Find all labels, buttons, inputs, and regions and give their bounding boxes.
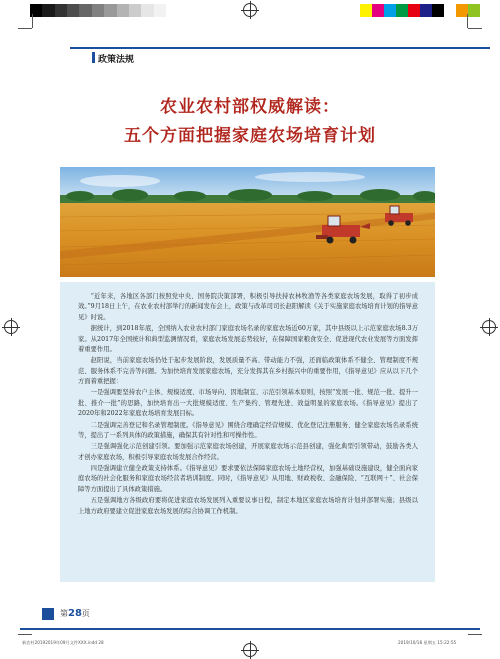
article-paragraph-1: “近年来，各地区各部门按照党中央、国务院决策部署，积极引导扶持农林牧渔等各类家庭农场发展，取得了初步成效。”9月18日上午，在农业农村部举行的新闻发布会上，政策与改革司司长赵阳解读《关于实施家庭农场培育计划的指导意见》时说。: [78, 293, 418, 321]
calibration-swatch: [360, 4, 372, 17]
calibration-swatch: [92, 4, 104, 17]
headline-line-2: 五个方面把握家庭农场培育计划: [124, 126, 376, 146]
section-label: 政策法规: [98, 55, 135, 65]
page-number-value: 28: [68, 608, 82, 619]
calibration-swatch: [104, 4, 116, 17]
calibration-swatch: [117, 4, 129, 17]
calibration-swatch: [420, 4, 432, 17]
article-paragraph-4: 一是强调要坚持农户主体、规模适度、市场导向、因地制宜、示范引领基本原则，按照“发展一批、规范一批、提升一批、推介一批”的思路，加快培育出一大批规模适度、生产集约、管理先进、效益明显的家庭农场。《指导意见》提出了2020年和2022年家庭农场培育发展目标。: [78, 389, 418, 418]
color-calibration-strip: [360, 4, 480, 17]
calibration-swatch: [42, 4, 54, 17]
calibration-swatch: [141, 4, 153, 17]
calibration-swatch: [396, 4, 408, 17]
calibration-swatch: [444, 4, 456, 17]
calibration-swatch: [384, 4, 396, 17]
file-info: 新农村20192019年09月文件XXX.indd 28: [22, 640, 104, 645]
header-rule: [70, 47, 490, 49]
crop-mark: [468, 634, 482, 635]
wheat-harvest-photo: [60, 167, 435, 277]
crop-mark: [32, 14, 33, 28]
crop-mark: [18, 28, 32, 29]
article-paragraph-8: 五是强调地方各级政府要将促进家庭农场发展列入重要议事日程，制定本地区家庭农场培育计划并部署实施；县级以上地方政府要建立促进家庭农场发展的综合协调工作机制。: [78, 497, 418, 515]
article-paragraph-5: 二是强调完善登记和名录管理制度。《指导意见》围绕合理确定经营规模、优化登记注册服务、健全家庭农场名录系统等，提出了一系列具体的政策措施，确保其有针对性和可操作性。: [78, 421, 418, 440]
page-prefix: 第: [60, 609, 68, 618]
article-paragraph-2: 据统计，到2018年底，全国纳入农业农村部门家庭农场名录的家庭农场近60万家，其中县级以上示范家庭农场8.3万家。从2017年全国统计和典型监测情况看，家庭农场发展态势较好，在保障国家粮食安全、促进现代农业发展等方面发挥着重要作用。: [78, 325, 418, 354]
page-marker: [42, 608, 54, 620]
calibration-swatch: [432, 4, 444, 17]
article-paragraph-3: 赵阳说，当前家庭农场仍处于起步发展阶段，发展质量不高、带动能力不强，还面临政策体系不健全、管理制度不规范、服务体系不完善等问题。为加快培育发展家庭农场，充分发挥其在乡村振兴中的重要作用，《指导意见》应从以下几个方面着重把握：: [78, 357, 418, 386]
page-number: [60, 608, 90, 619]
article-paragraph-6: 三是强调强化示范创建引领。要加强示范家庭农场创建，开展家庭农场示范县创建，强化典型引领带动，鼓励各类人才创办家庭农场，积极引导家庭农场发展合作经营。: [78, 443, 418, 461]
registration-mark-icon: [482, 320, 496, 334]
page-suffix: 页: [81, 609, 90, 618]
article-body: [78, 292, 418, 517]
section-marker: [92, 52, 95, 63]
footer-rule: [20, 628, 480, 630]
crop-mark: [18, 634, 32, 635]
calibration-swatch: [129, 4, 141, 17]
calibration-swatch: [372, 4, 384, 17]
headline-line-1: 农业农村部权威解读：: [160, 97, 340, 117]
article-paragraph-7: 四是强调建立健全政策支持体系。《指导意见》要求要依法保障家庭农场土地经营权，加强基础设施建设，健全面向家庭农场的社会化服务和家庭农场经营者培训制度。同时，《指导意见》从用地、财政税收、金融保险、“互联网＋”、社会保障等方面提出了具体政策措施。: [78, 465, 418, 493]
calibration-swatch: [468, 4, 480, 17]
calibration-swatch: [55, 4, 67, 17]
registration-mark-icon: [4, 320, 18, 334]
calibration-swatch: [67, 4, 79, 17]
print-date: 2019/10/18 星期五 15:22:55: [398, 640, 457, 645]
calibration-swatch: [408, 4, 420, 17]
crop-mark: [467, 14, 468, 28]
registration-mark-icon: [243, 643, 257, 657]
crop-mark: [468, 28, 482, 29]
calibration-swatch: [79, 4, 91, 17]
registration-mark-icon: [243, 3, 257, 17]
calibration-swatch: [154, 4, 166, 17]
grey-scale-strip: [30, 4, 166, 17]
